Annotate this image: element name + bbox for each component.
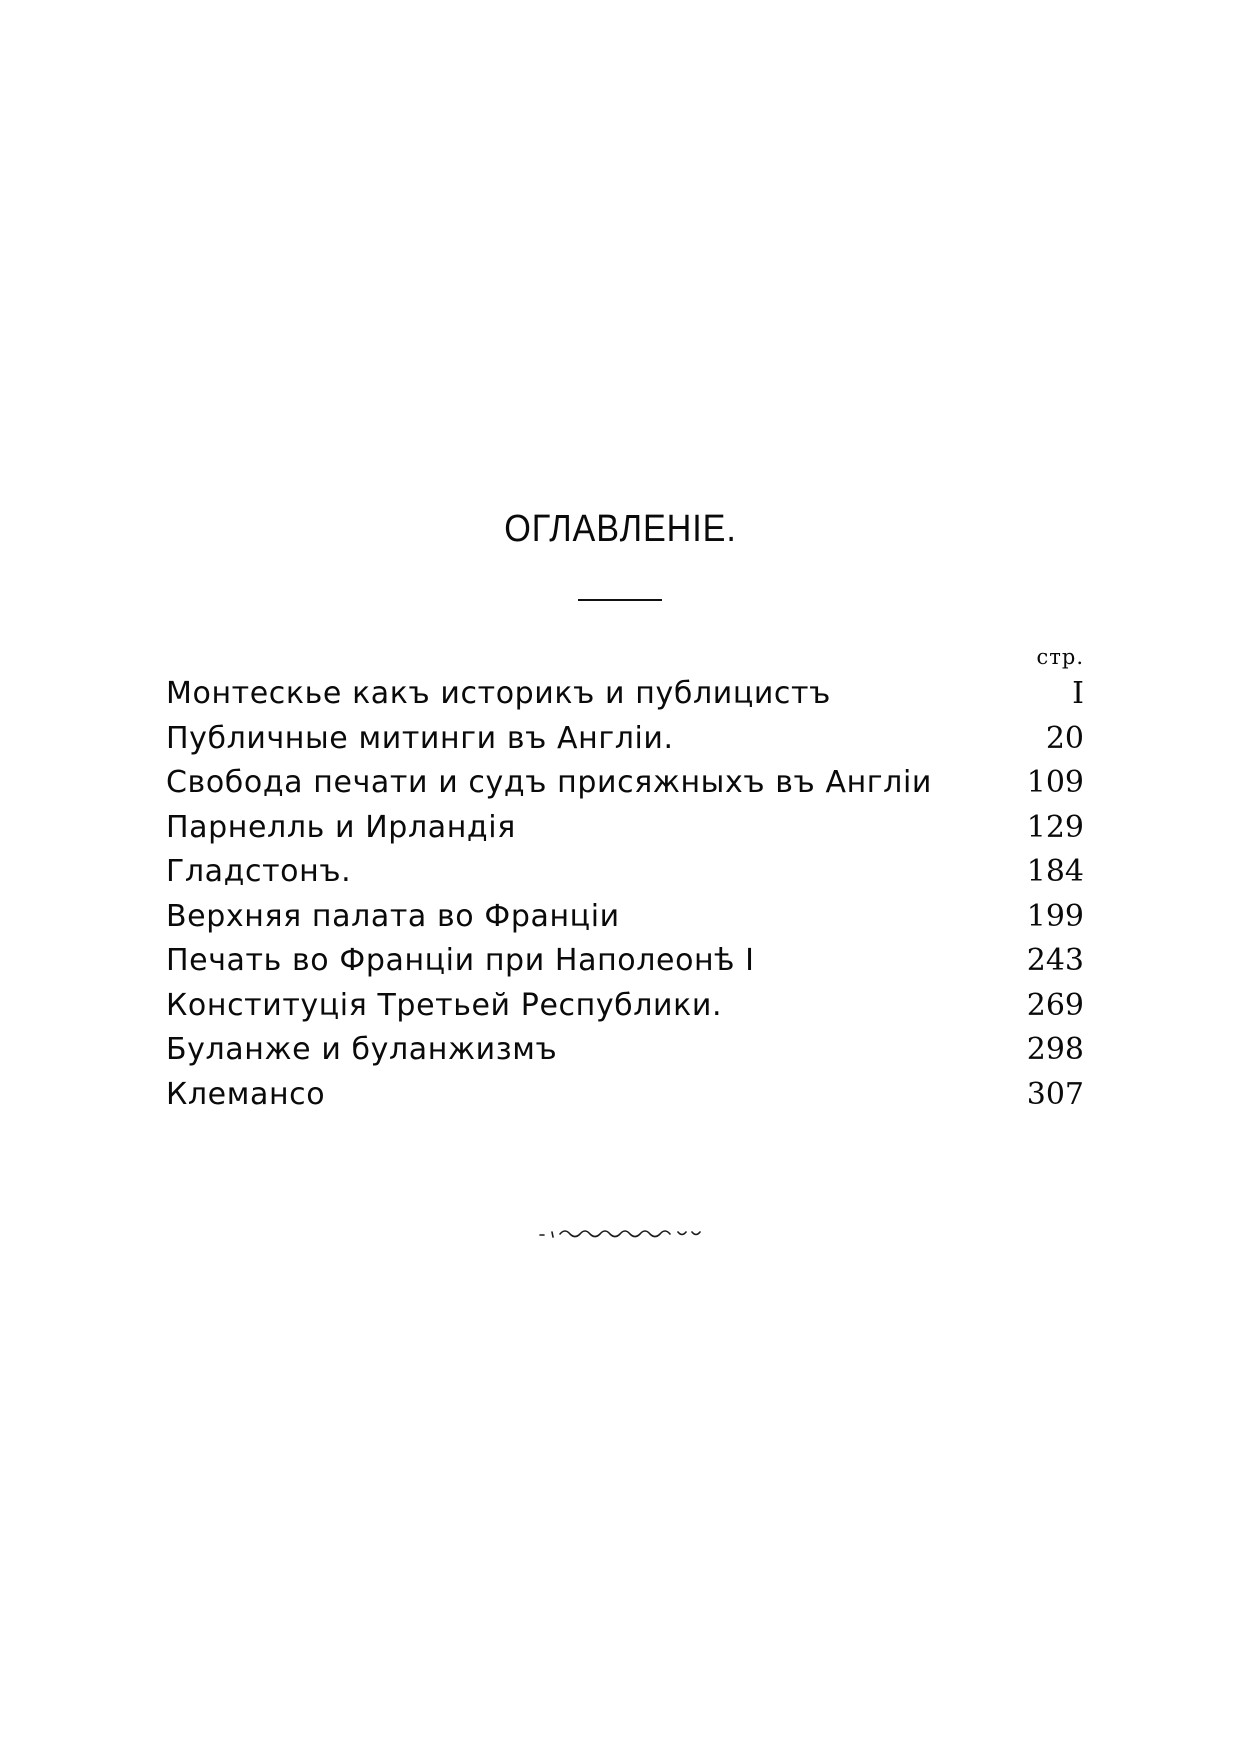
toc-entry (166, 806, 1084, 851)
toc-entry (166, 761, 1084, 806)
toc-entry-page: 298 (1026, 1032, 1084, 1067)
table-of-contents (166, 672, 1084, 1117)
toc-entry-page: 184 (1026, 854, 1084, 889)
toc-entry-page: I (1072, 676, 1084, 711)
toc-entry-page: 109 (1026, 765, 1084, 800)
toc-entry-page: 307 (1026, 1076, 1084, 1112)
toc-entry-title: Конституцiя Третьей Республики. (166, 987, 723, 1023)
toc-entry-title: Публичные митинги въ Англiи. (166, 720, 674, 756)
page-column-label: стр. (1036, 645, 1084, 669)
toc-entry-title: Буланже и буланжизмъ (166, 1032, 558, 1067)
toc-entry-title: Свобода печати и судъ присяжныхъ въ Англiи (166, 765, 932, 800)
toc-entry (166, 717, 1084, 762)
toc-entry (166, 850, 1084, 895)
title-divider (578, 599, 662, 601)
toc-entry-page: 20 (1045, 720, 1084, 756)
toc-entry (166, 672, 1084, 717)
toc-entry (166, 984, 1084, 1029)
toc-entry-page: 199 (1026, 898, 1084, 934)
toc-entry (166, 895, 1084, 940)
toc-entry-title: Парнелль и Ирландiя (166, 809, 516, 845)
toc-entry-title: Верхняя палата во Францiи (166, 898, 620, 934)
wavy-ornament-icon (538, 1226, 708, 1240)
page-title: ОГЛАВЛЕНIЕ. (504, 508, 737, 550)
toc-entry-title: Монтескье какъ историкъ и публицистъ (166, 676, 831, 711)
toc-entry-title: Клемансо (166, 1076, 326, 1112)
toc-entry-page: 129 (1026, 809, 1084, 845)
toc-entry (166, 1028, 1084, 1073)
toc-entry-title: Печать во Францiи при Наполеонѣ I (166, 943, 755, 978)
toc-entry-title: Гладстонъ. (166, 854, 352, 889)
toc-entry-page: 269 (1026, 987, 1084, 1023)
toc-entry (166, 939, 1084, 984)
toc-entry (166, 1073, 1084, 1118)
toc-entry-page: 243 (1026, 943, 1084, 978)
